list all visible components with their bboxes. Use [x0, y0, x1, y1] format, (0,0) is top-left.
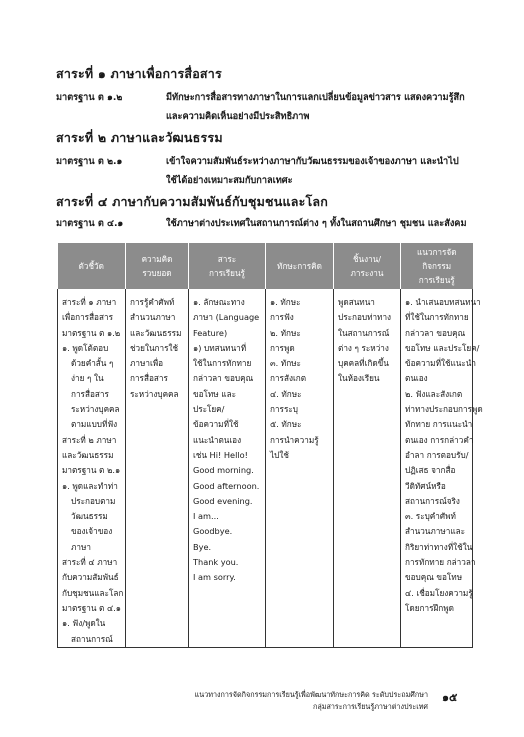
- cell-line: ตนเอง: [405, 373, 428, 384]
- cell-line: ในสถานการณ์: [338, 327, 390, 338]
- cell-line: มาตรฐาน ต ๑.๒: [62, 327, 121, 338]
- cell-line: การสื่อสาร: [130, 373, 168, 384]
- cell-line: ด้วยคำสั้น ๆ: [71, 358, 114, 369]
- cell-concept: [126, 289, 189, 647]
- cell-line: ๑. ฟัง/พูดใน: [62, 618, 106, 629]
- cell-line: เช่น Hi! Hello!: [193, 449, 248, 460]
- cell-line: ๔. ทักษะ: [270, 388, 302, 399]
- page-number: ๑๕: [442, 691, 458, 704]
- section-4-heading: สาระที่ ๔ ภาษากับความสัมพันธ์กับชุมชนและโลก: [56, 194, 329, 209]
- standard-text-line: และความคิดเห็นอย่างมีประสิทธิภาพ: [166, 111, 310, 122]
- cell-line: ขอโทษ และประโยค/: [405, 342, 480, 353]
- cell-line: ตามแบบที่ฟัง: [71, 419, 118, 430]
- cell-line: วีดิทัศน์หรือ: [405, 480, 446, 491]
- standard-text-line: มีทักษะการสื่อสารทางภาษาในการแลกเปลี่ยนข้อมูลข่าวสาร แสดงความรู้สึก: [166, 92, 465, 103]
- cell-line: สาระที่ ๒ ภาษา: [62, 434, 117, 445]
- section-1-standard: [56, 88, 465, 122]
- cell-line: ภาษา (Language: [193, 312, 260, 323]
- cell-line: กล่าวลา ขอบคุณ: [405, 327, 466, 338]
- cell-line: สถานการณ์จริง: [405, 495, 460, 506]
- cell-line: แนะนำตนเอง: [193, 434, 242, 445]
- cell-line: ประกอบท่าทาง: [338, 312, 392, 323]
- table-header-row: [58, 243, 473, 289]
- cell-content: [189, 289, 266, 647]
- cell-line: และวัฒนธรรม: [62, 449, 114, 460]
- standard-code: มาตรฐาน ต ๒.๑: [56, 156, 123, 167]
- cell-line: มาตรฐาน ต ๔.๑: [62, 602, 121, 613]
- cell-line: ๑. ลักษณะทาง: [193, 297, 245, 307]
- cell-line: การระบุ: [270, 404, 298, 415]
- header-content: สาระ การเรียนรู้: [189, 243, 266, 289]
- cell-line: ใช้ในการทักทาย: [193, 358, 252, 369]
- standard-code: มาตรฐาน ต ๔.๑: [56, 218, 124, 229]
- cell-line: ไปใช้: [270, 449, 289, 460]
- cell-line: ๑. พูดโต้ตอบ: [62, 342, 109, 353]
- footer-subtitle: กลุ่มสาระการเรียนรู้ภาษาต่างประเทศ: [313, 702, 428, 711]
- cell-tasks: [334, 289, 401, 647]
- cell-line: Good morning.: [193, 465, 254, 476]
- cell-line: ๑. นำเสนอบทสนทนา: [405, 297, 481, 307]
- cell-line: I am sorry.: [193, 572, 236, 583]
- cell-line: ๓. ทักษะ: [270, 358, 301, 369]
- standard-text-line: เข้าใจความสัมพันธ์ระหว่างภาษากับวัฒนธรรมของเจ้าของภาษา และนำไป: [166, 156, 459, 167]
- cell-line: ต่าง ๆ ระหว่าง: [338, 342, 389, 353]
- cell-line: Feature): [193, 327, 228, 338]
- cell-line: ของเจ้าของ: [71, 526, 113, 537]
- cell-line: ข้อความที่ใช้: [193, 419, 239, 430]
- header-tasks: ชิ้นงาน/ ภาระงาน: [334, 243, 401, 289]
- cell-line: ๑. ทักษะ: [270, 297, 301, 307]
- cell-line: สำนวนภาษาและ: [405, 526, 466, 537]
- cell-line: ขอบคุณ ขอโทษ: [405, 572, 463, 583]
- cell-line: การรู้คำศัพท์: [130, 297, 175, 307]
- cell-line: เพื่อการสื่อสาร: [62, 312, 113, 323]
- cell-line: Thank you.: [193, 557, 239, 568]
- footer-title: แนวทางการจัดกิจกรรมการเรียนรู้เพื่อพัฒนาทักษะการคิด ระดับประถมศึกษา: [194, 690, 428, 699]
- cell-line: ตนเอง การกล่าวคำ: [405, 434, 474, 445]
- cell-line: โดยการฝึกพูด: [405, 602, 454, 613]
- cell-line: การนำความรู้: [270, 434, 319, 445]
- cell-line: ระหว่างบุคคล: [130, 388, 179, 399]
- cell-line: ๕. ทักษะ: [270, 419, 302, 430]
- cell-line: การฟัง: [270, 312, 294, 323]
- cell-line: มาตรฐาน ต ๒.๑: [62, 465, 121, 476]
- cell-line: กับความสัมพันธ์: [62, 572, 119, 583]
- cell-line: ๑. พูดและทำท่า: [62, 480, 118, 491]
- cell-line: สาระที่ ๑ ภาษา: [62, 297, 117, 307]
- header-activities: แนวการจัดกิจกรรม การเรียนรู้: [401, 243, 473, 289]
- cell-line: ทักทาย การแนะนำ: [405, 419, 473, 430]
- cell-line: Good afternoon.: [193, 480, 260, 491]
- section-2-heading: สาระที่ ๒ ภาษาและวัฒนธรรม: [56, 130, 223, 145]
- lesson-plan-table: [57, 243, 483, 648]
- cell-line: สถานการณ์: [71, 633, 113, 644]
- cell-line: Bye.: [193, 541, 212, 552]
- cell-line: ๓. ระบุคำศัพท์: [405, 511, 456, 522]
- cell-line: กิริยาท่าทางที่ใช้ใน: [405, 541, 473, 552]
- cell-thinking-skills: [266, 289, 334, 647]
- cell-line: การสื่อสาร: [71, 388, 109, 399]
- standard-text-line: ใช้ภาษาต่างประเทศในสถานการณ์ต่าง ๆ ทั้งในสถานศึกษา ชุมชน และสังคม: [166, 218, 467, 229]
- header-thinking-skills: ทักษะการคิด: [266, 243, 334, 289]
- cell-indicators: [58, 289, 126, 647]
- cell-line: ขอโทษ และ: [193, 388, 237, 399]
- cell-line: Good evening.: [193, 495, 253, 506]
- cell-line: การพูด: [270, 342, 295, 353]
- cell-line: กล่าวลา ขอบคุณ: [193, 373, 254, 384]
- cell-line: ภาษาเพื่อ: [130, 358, 164, 369]
- cell-line: การทักทาย กล่าวลา: [405, 557, 476, 568]
- cell-line: I am...: [193, 511, 219, 522]
- cell-line: การสังเกต: [270, 373, 307, 384]
- cell-line: ๔. เชื่อมโยงความรู้: [405, 587, 473, 598]
- cell-line: ปฏิเสธ จากสื่อ: [405, 465, 456, 476]
- cell-line: ๒. ฟังและสังเกต: [405, 388, 463, 399]
- cell-line: ช่วยในการใช้: [130, 342, 179, 353]
- cell-line: ระหว่างบุคคล: [71, 404, 120, 415]
- cell-line: ประกอบตาม: [71, 495, 116, 506]
- cell-line: ประโยค/: [193, 404, 225, 415]
- cell-line: พูดสนทนา: [338, 297, 375, 307]
- section-4-standard: [56, 214, 467, 233]
- cell-line: ๑) บทสนทนาที่: [193, 342, 247, 353]
- cell-line: ข้อความที่ใช้แนะนำ: [405, 358, 477, 369]
- cell-line: Goodbye.: [193, 526, 233, 537]
- section-1-heading: สาระที่ ๑ ภาษาเพื่อการสื่อสาร: [56, 66, 222, 81]
- cell-line: สำนวนภาษา: [130, 312, 176, 323]
- cell-line: และวัฒนธรรม: [130, 327, 182, 338]
- cell-line: บุคคลที่เกิดขึ้น: [338, 358, 389, 369]
- cell-line: ๒. ทักษะ: [270, 327, 301, 338]
- standard-text-line: ใช้ได้อย่างเหมาะสมกับกาลเทศะ: [166, 175, 293, 186]
- header-concept: ความคิด รวบยอด: [126, 243, 189, 289]
- cell-line: อำลา การตอบรับ/: [405, 449, 469, 460]
- header-indicators: ตัวชี้วัด: [58, 243, 126, 289]
- cell-line: สาระที่ ๔ ภาษา: [62, 557, 118, 568]
- table-row: [58, 289, 473, 647]
- standard-code: มาตรฐาน ต ๑.๒: [56, 92, 123, 103]
- cell-line: ที่ใช้ในการทักทาย: [405, 312, 469, 323]
- cell-line: ง่าย ๆ ใน: [71, 373, 104, 384]
- cell-line: ภาษา: [71, 541, 91, 552]
- cell-line: ท่าทางประกอบการพูด: [405, 404, 483, 415]
- section-2-standard: [56, 152, 459, 186]
- cell-line: ในห้องเรียน: [338, 373, 380, 384]
- cell-activities: [401, 289, 483, 647]
- cell-line: วัฒนธรรม: [71, 511, 108, 522]
- cell-line: กับชุมชนและโลก: [62, 587, 124, 598]
